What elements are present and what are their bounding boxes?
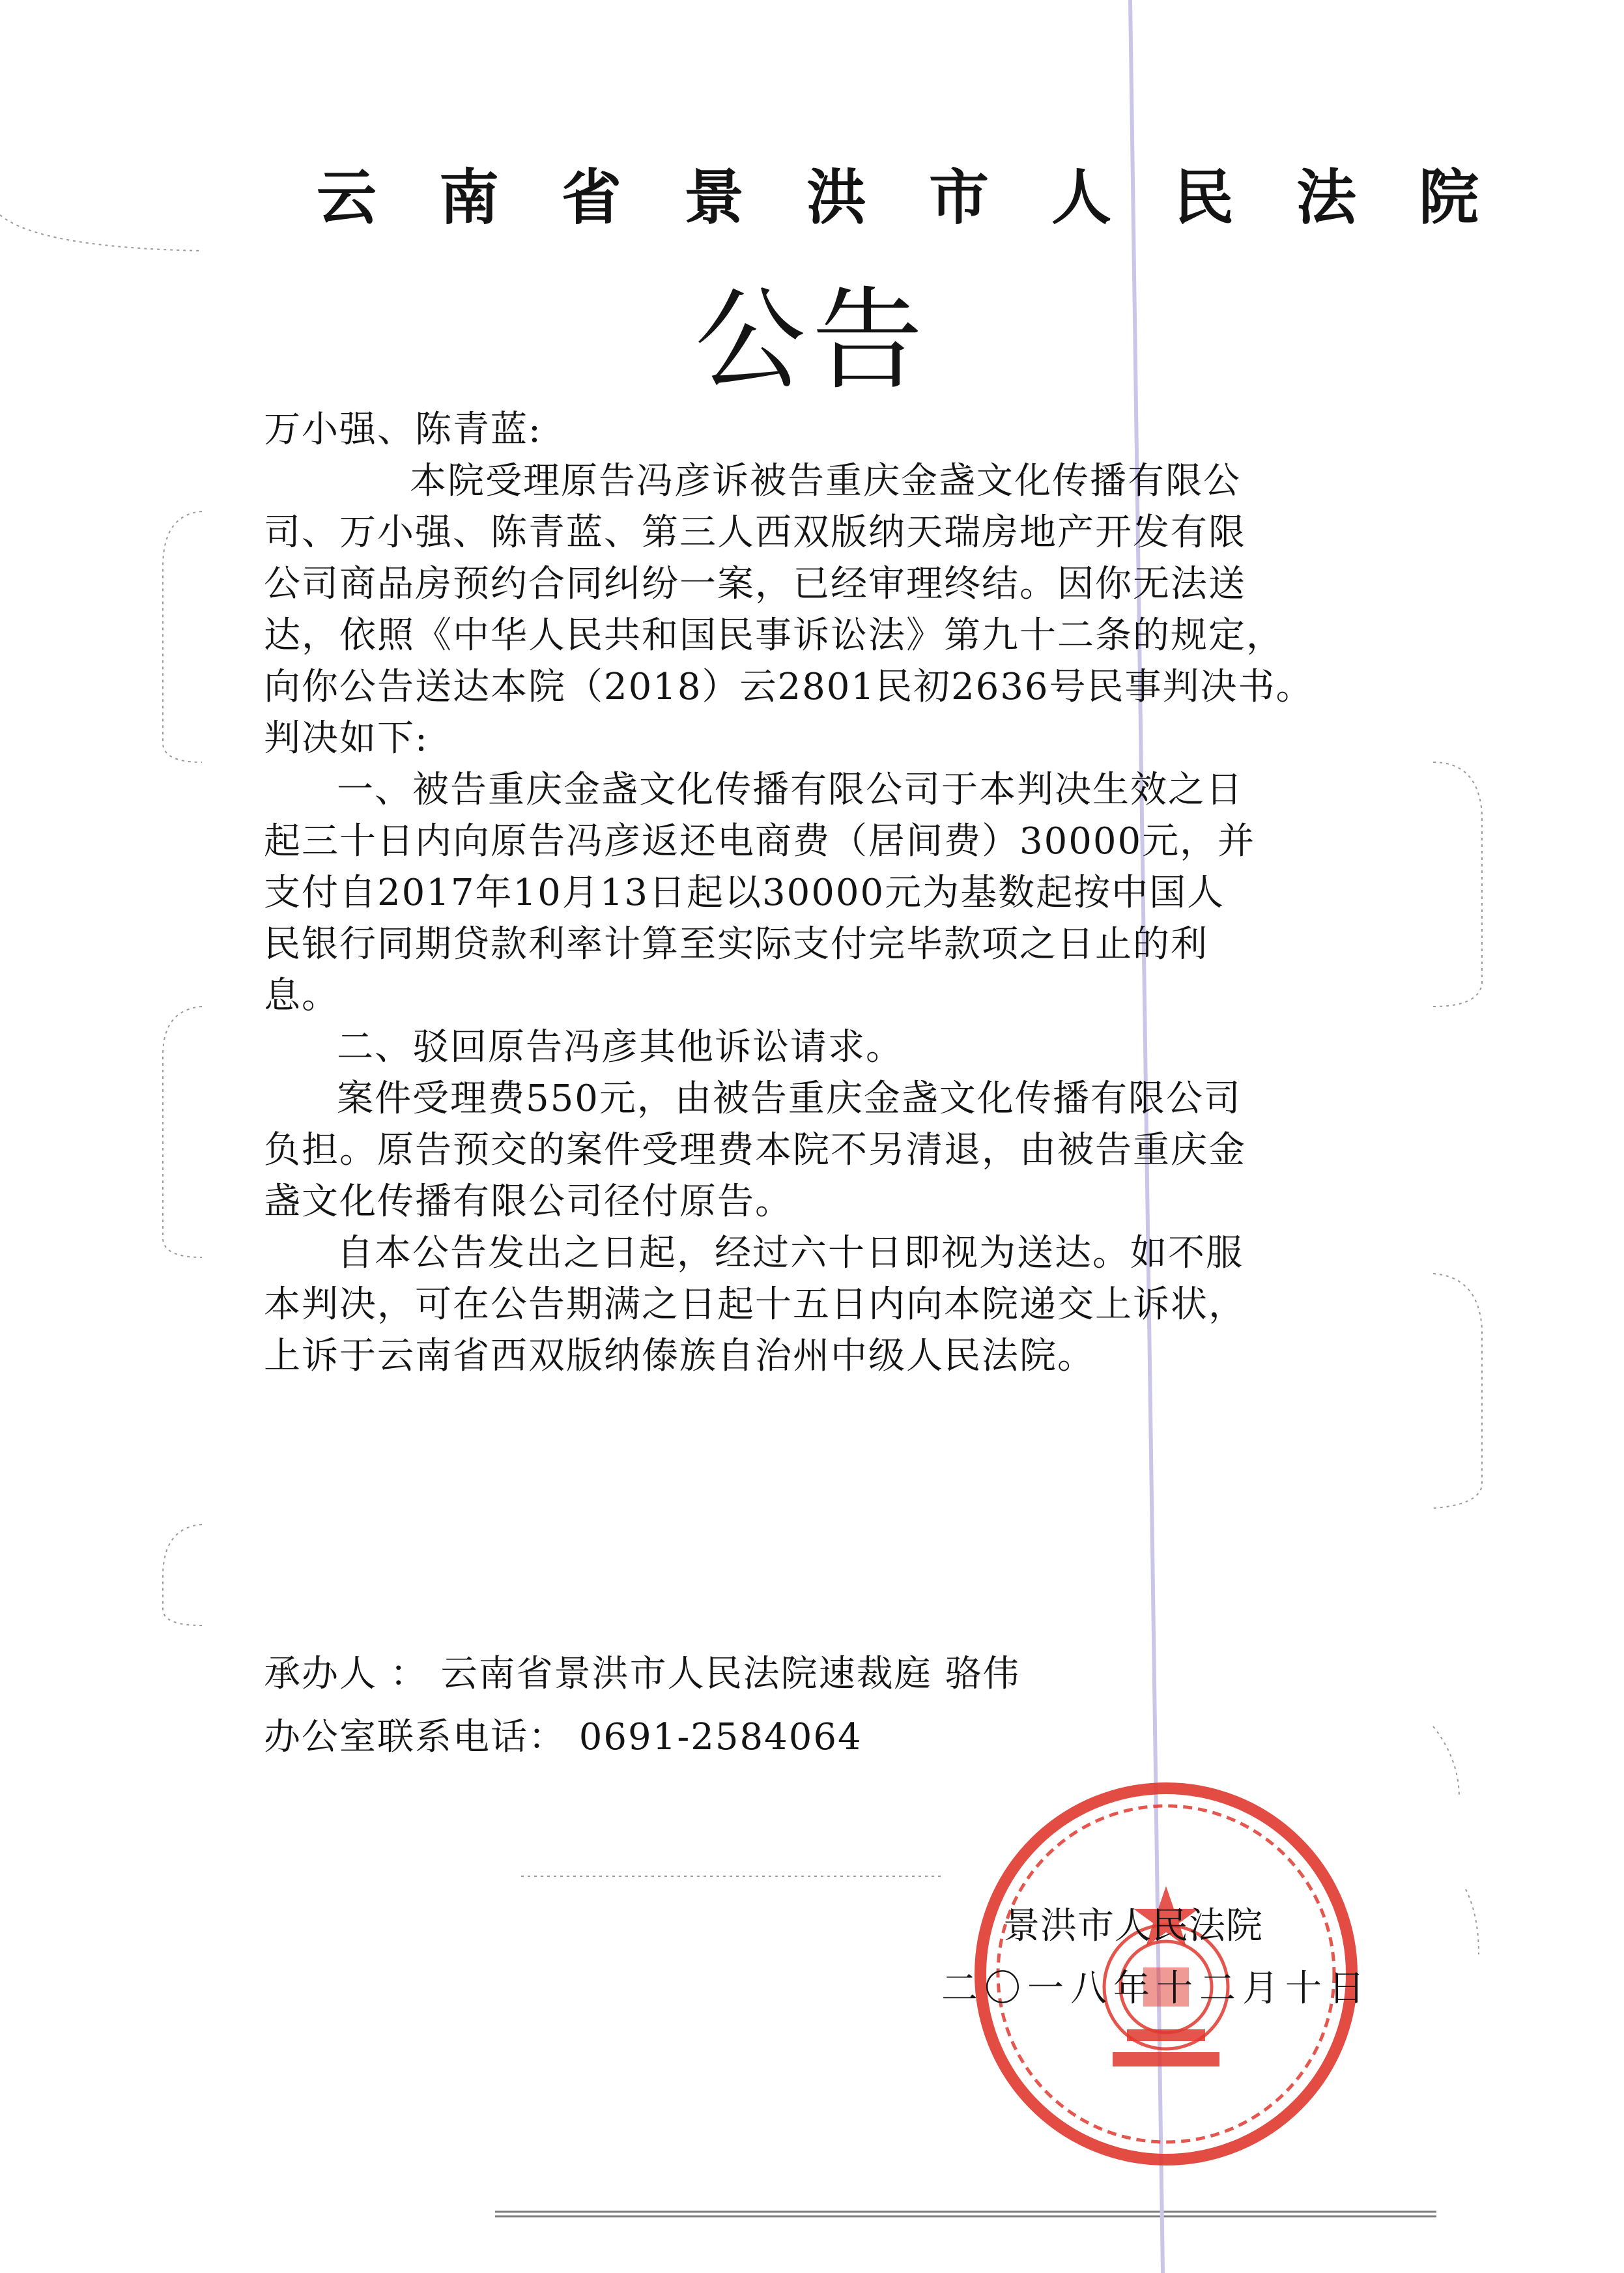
- body-line: 盏文化传播有限公司径付原告。: [264, 1180, 793, 1223]
- body-line: 达，依照《中华人民共和国民事诉讼法》第九十二条的规定，: [264, 614, 1284, 657]
- handler-line: 承办人 ： 云南省景洪市人民法院速裁庭 骆伟: [264, 1653, 1021, 1695]
- body-line: 负担。原告预交的案件受理费本院不另清退，由被告重庆金: [264, 1129, 1246, 1171]
- body-line: 向你公告送达本院（2018）云2801民初2636号民事判决书。: [264, 666, 1314, 708]
- body-line: 民银行同期贷款利率计算至实际支付完毕款项之日止的利: [264, 923, 1208, 965]
- body-line: 案件受理费550元，由被告重庆金盏文化传播有限公司: [337, 1078, 1242, 1120]
- notice-body: [264, 404, 1397, 1382]
- body-line: 起三十日内向原告冯彦返还电商费（居间费）30000元，并: [264, 820, 1256, 863]
- body-line: 本院受理原告冯彦诉被告重庆金盏文化传播有限公: [410, 460, 1241, 502]
- addressee-line: 万小强、陈青蓝:: [264, 408, 542, 451]
- body-line: 判决如下:: [264, 717, 429, 760]
- body-line: 司、万小强、陈青蓝、第三人西双版纳天瑞房地产开发有限: [264, 511, 1246, 554]
- issue-date: 二〇一八年十二月十日: [941, 1967, 1371, 2010]
- body-line: 上诉于云南省西双版纳傣族自治州中级人民法院。: [264, 1335, 1095, 1377]
- document-title: 公告: [694, 276, 930, 405]
- judgment-item-1: 一、被告重庆金盏文化传播有限公司于本判决生效之日: [337, 769, 1244, 811]
- phone-line: 办公室联系电话： 0691-2584064: [264, 1716, 862, 1758]
- body-line: 息。: [264, 975, 339, 1017]
- body-line: 支付自2017年10月13日起以30000元为基数起按中国人: [264, 872, 1225, 914]
- body-line: 自本公告发出之日起，经过六十日即视为送达。如不服: [337, 1232, 1244, 1274]
- body-line: 公司商品房预约合同纠纷一案，已经审理终结。因你无法送: [264, 563, 1246, 605]
- judgment-item-2: 二、驳回原告冯彦其他诉讼请求。: [337, 1026, 904, 1068]
- body-line: 本判决，可在公告期满之日起十五日内向本院递交上诉状，: [264, 1283, 1246, 1326]
- court-name: 云南省景洪市人民法院: [317, 163, 1542, 233]
- issuer-name: 景洪市人民法院: [1003, 1905, 1263, 1947]
